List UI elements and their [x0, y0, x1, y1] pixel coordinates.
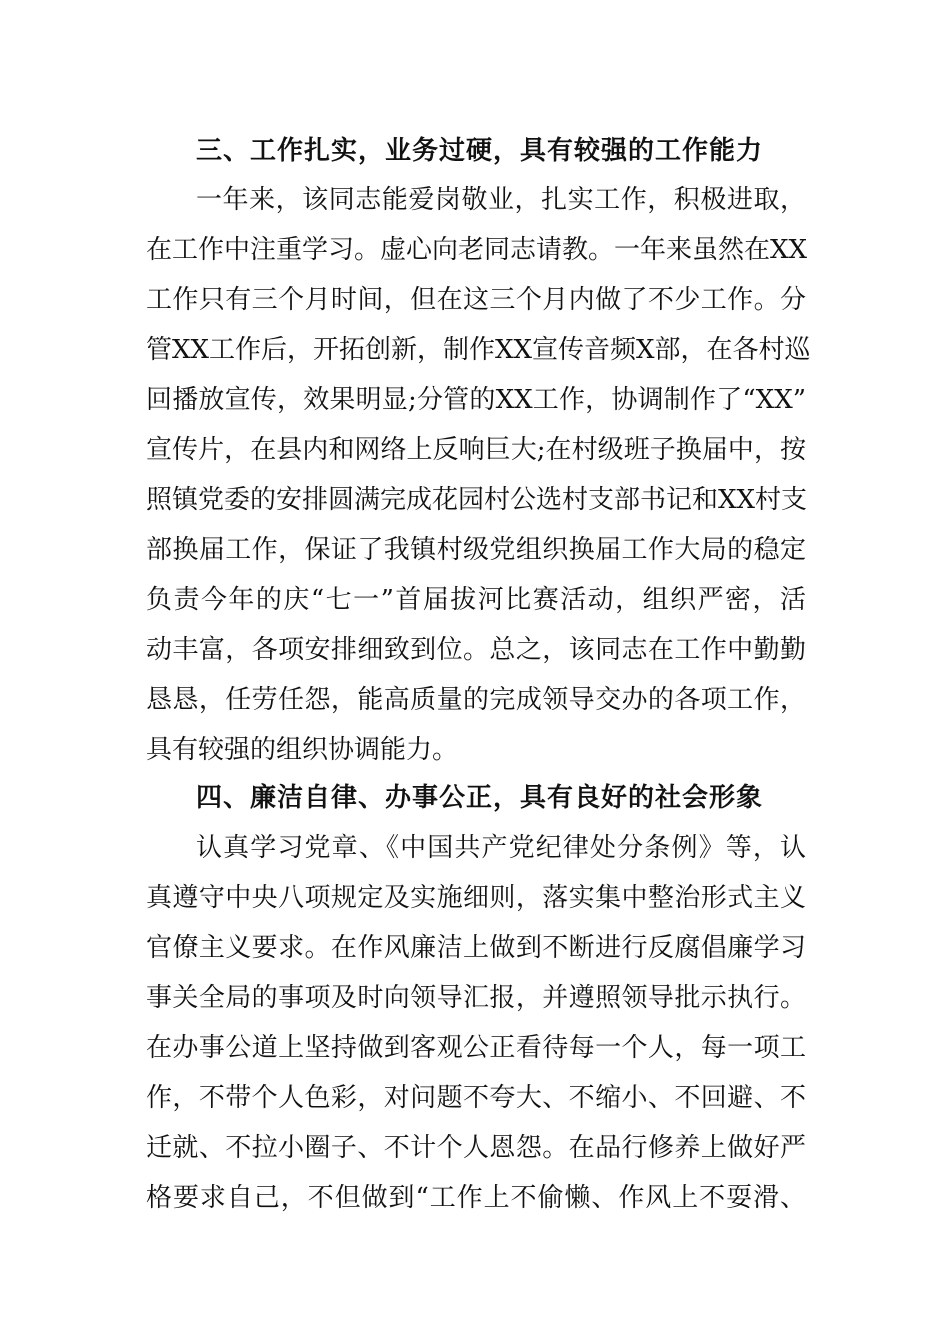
section-3-line: 负责今年的庆“七一”首届拔河比赛活动，组织严密，活: [146, 585, 806, 615]
section-4-line: 事关全局的事项及时向领导汇报，并遵照领导批示执行。: [146, 983, 806, 1013]
section-3-line: 一年来，该同志能爱岗敬业，扎实工作，积极进取，: [196, 185, 806, 215]
section-3-line: 照镇党委的安排圆满完成花园村公选村支部书记和XX村支: [146, 485, 808, 515]
section-3-line: 宣传片，在县内和网络上反响巨大;在村级班子换届中，按: [146, 435, 806, 465]
section-3-line: 回播放宣传，效果明显;分管的XX工作，协调制作了“XX”: [146, 385, 806, 415]
section-3-line: 在工作中注重学习。虚心向老同志请教。一年来虽然在XX: [146, 235, 808, 265]
section-4-line: 真遵守中央八项规定及实施细则，落实集中整治形式主义: [146, 883, 806, 913]
section-3-line: 具有较强的组织协调能力。: [146, 735, 459, 765]
section-3-line: 动丰富，各项安排细致到位。总之，该同志在工作中勤勤: [146, 635, 806, 665]
section-3-line: 管XX工作后，开拓创新，制作XX宣传音频X部，在各村巡: [146, 335, 811, 365]
section-4-line: 作，不带个人色彩，对问题不夸大、不缩小、不回避、不: [146, 1083, 806, 1113]
section-4-line: 官僚主义要求。在作风廉洁上做到不断进行反腐倡廉学习: [146, 933, 806, 963]
section-3-line: 恳恳，任劳任怨，能高质量的完成领导交办的各项工作，: [146, 685, 806, 715]
section-4-heading: 四、廉洁自律、办事公正，具有良好的社会形象: [196, 783, 764, 813]
section-4-line: 迁就、不拉小圈子、不计个人恩怨。在品行修养上做好严: [146, 1133, 806, 1163]
section-3-line: 部换届工作，保证了我镇村级党组织换届工作大局的稳定: [146, 535, 806, 565]
section-4-line: 在办事公道上坚持做到客观公正看待每一个人，每一项工: [146, 1033, 806, 1063]
section-4-line: 认真学习党章、《中国共产党纪律处分条例》等，认: [196, 833, 806, 863]
section-3-heading: 三、工作扎实，业务过硬，具有较强的工作能力: [196, 136, 764, 166]
section-3-line: 工作只有三个月时间，但在这三个月内做了不少工作。分: [146, 285, 806, 315]
section-4-line: 格要求自己，不但做到“工作上不偷懒、作风上不耍滑、: [146, 1183, 806, 1213]
